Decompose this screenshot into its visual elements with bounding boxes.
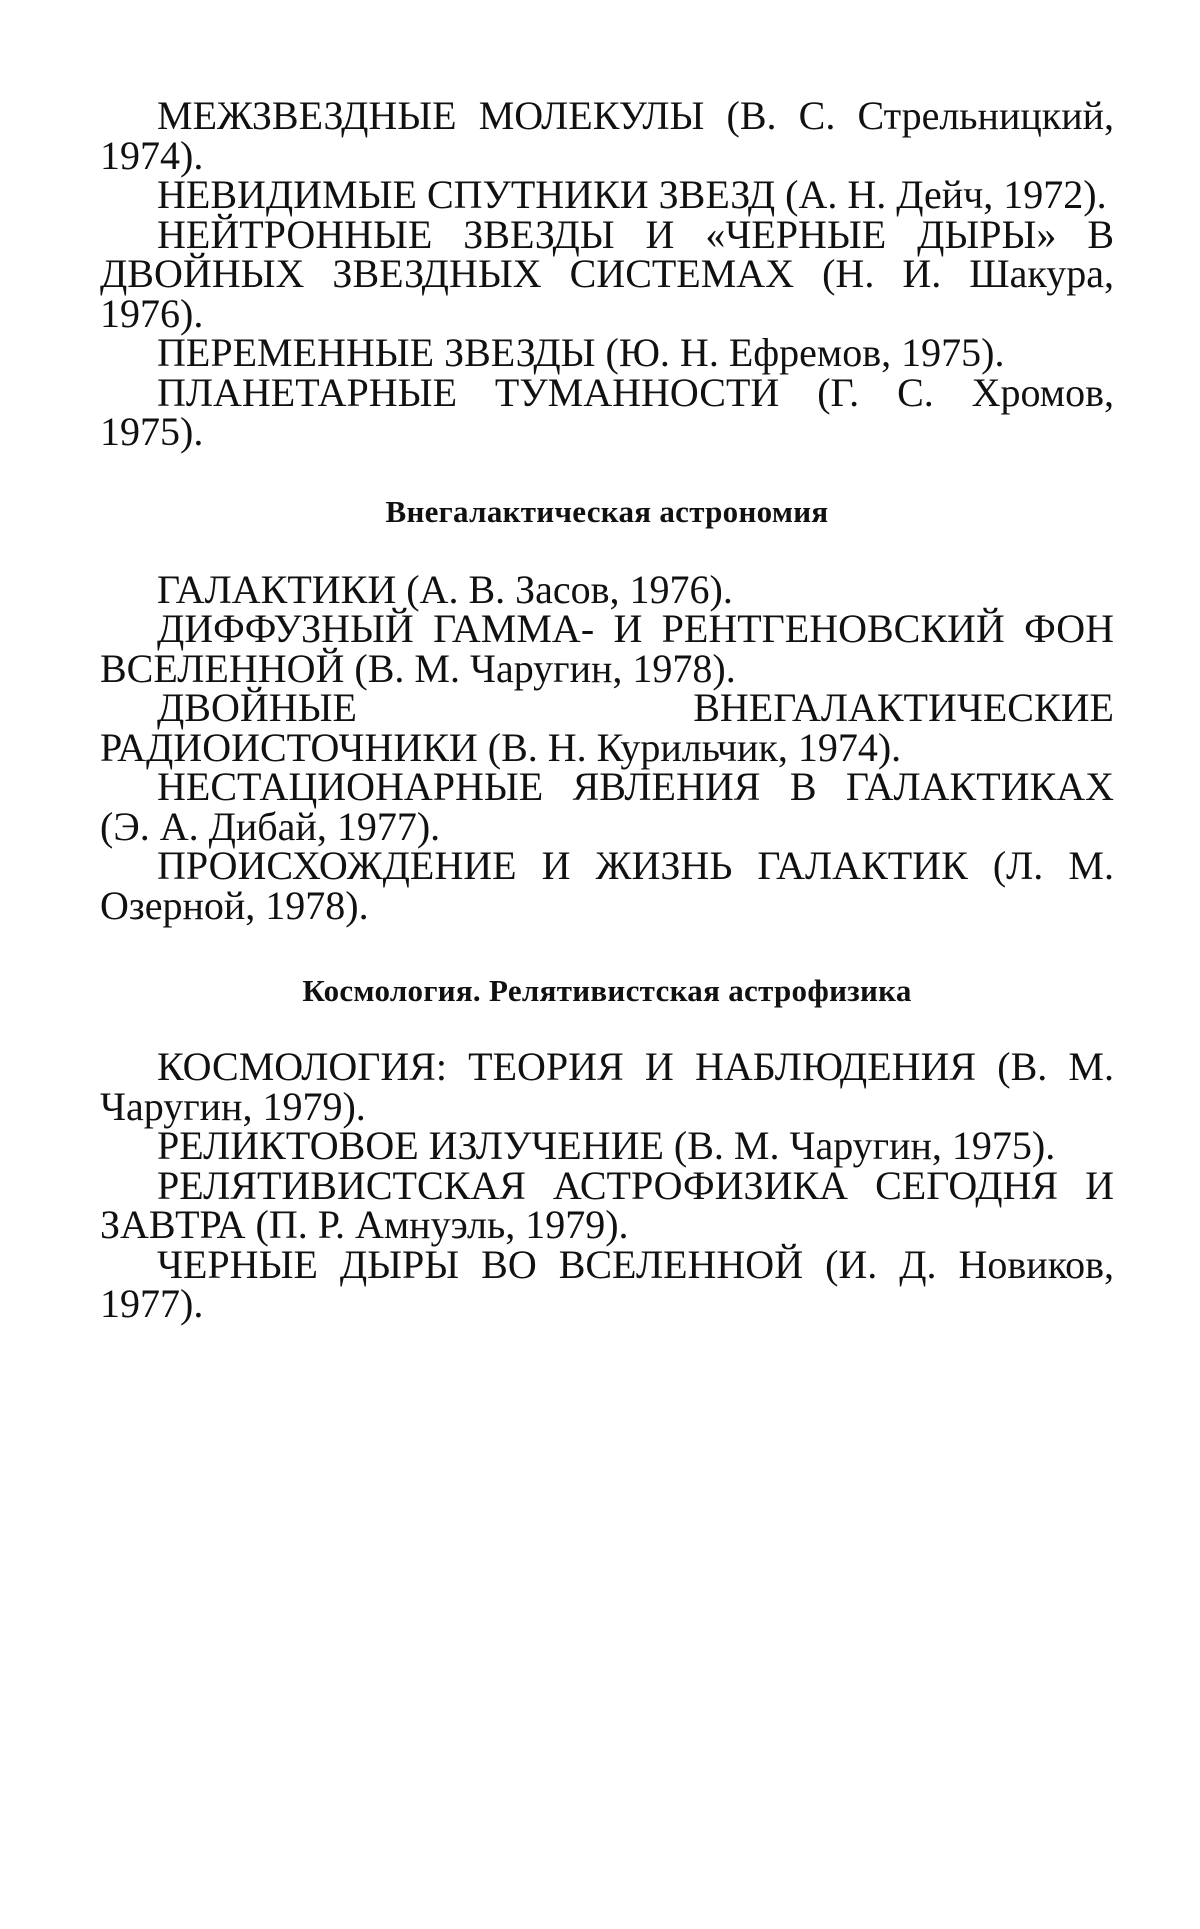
bibliography-entry: МЕЖЗВЕЗДНЫЕ МОЛЕКУЛЫ (В. С. Стрельницкий, 1974). — [100, 93, 1114, 178]
bibliography-entry: РЕЛЯТИВИСТСКАЯ АСТРОФИЗИКА СЕГОДНЯ И ЗАВТРА (П. Р. Амнуэль, 1979). — [100, 1162, 1114, 1247]
bibliography-entry: ПЛАНЕТАРНЫЕ ТУМАННОСТИ (Г. С. Хромов, 1975). — [100, 369, 1114, 454]
section-heading-extragalactic: Внегалактическая астрономия — [385, 493, 829, 529]
book-page — [100, 93, 1114, 1326]
bibliography-entry: РЕЛИКТОВОЕ ИЗЛУЧЕНИЕ (В. М. Чаругин, 1975). — [157, 1123, 1056, 1168]
bibliography-entry: ДВОЙНЫЕ ВНЕГАЛАКТИЧЕСКИЕ РАДИОИСТОЧНИКИ (В. Н. Курильчик, 1974). — [100, 685, 1114, 770]
bibliography-entry: ПЕРЕМЕННЫЕ ЗВЕЗДЫ (Ю. Н. Ефремов, 1975). — [157, 330, 1005, 375]
entry-list-extragalactic — [100, 566, 1114, 928]
bibliography-entry: ПРОИСХОЖДЕНИЕ И ЖИЗНЬ ГАЛАКТИК (Л. М. Озерной, 1978). — [100, 843, 1114, 928]
bibliography-entry: НЕЙТРОННЫЕ ЗВЕЗДЫ И «ЧЕРНЫЕ ДЫРЫ» В ДВОЙНЫХ ЗВЕЗДНЫХ СИСТЕМАХ (Н. И. Шакура, 1976). — [100, 211, 1114, 336]
bibliography-entry: ГАЛАКТИКИ (А. В. Засов, 1976). — [157, 566, 733, 612]
entry-list-stellar — [100, 93, 1114, 454]
section-heading-cosmology: Космология. Релятивистская астрофизика — [302, 973, 912, 1008]
bibliography-entry: НЕВИДИМЫЕ СПУТНИКИ ЗВЕЗД (А. Н. Дейч, 1972). — [157, 172, 1107, 217]
bibliography-entry: ЧЕРНЫЕ ДЫРЫ ВО ВСЕЛЕННОЙ (И. Д. Новиков, 1977). — [100, 1241, 1114, 1326]
bibliography-entry: НЕСТАЦИОНАРНЫЕ ЯВЛЕНИЯ В ГАЛАКТИКАХ (Э. А. Дибай, 1977). — [100, 764, 1114, 849]
entry-list-cosmology — [100, 1044, 1114, 1326]
bibliography-entry: ДИФФУЗНЫЙ ГАММА- И РЕНТГЕНОВСКИЙ ФОН ВСЕЛЕННОЙ (В. М. Чаругин, 1978). — [100, 606, 1114, 691]
bibliography-entry: КОСМОЛОГИЯ: ТЕОРИЯ И НАБЛЮДЕНИЯ (В. М. Чаругин, 1979). — [100, 1044, 1114, 1129]
